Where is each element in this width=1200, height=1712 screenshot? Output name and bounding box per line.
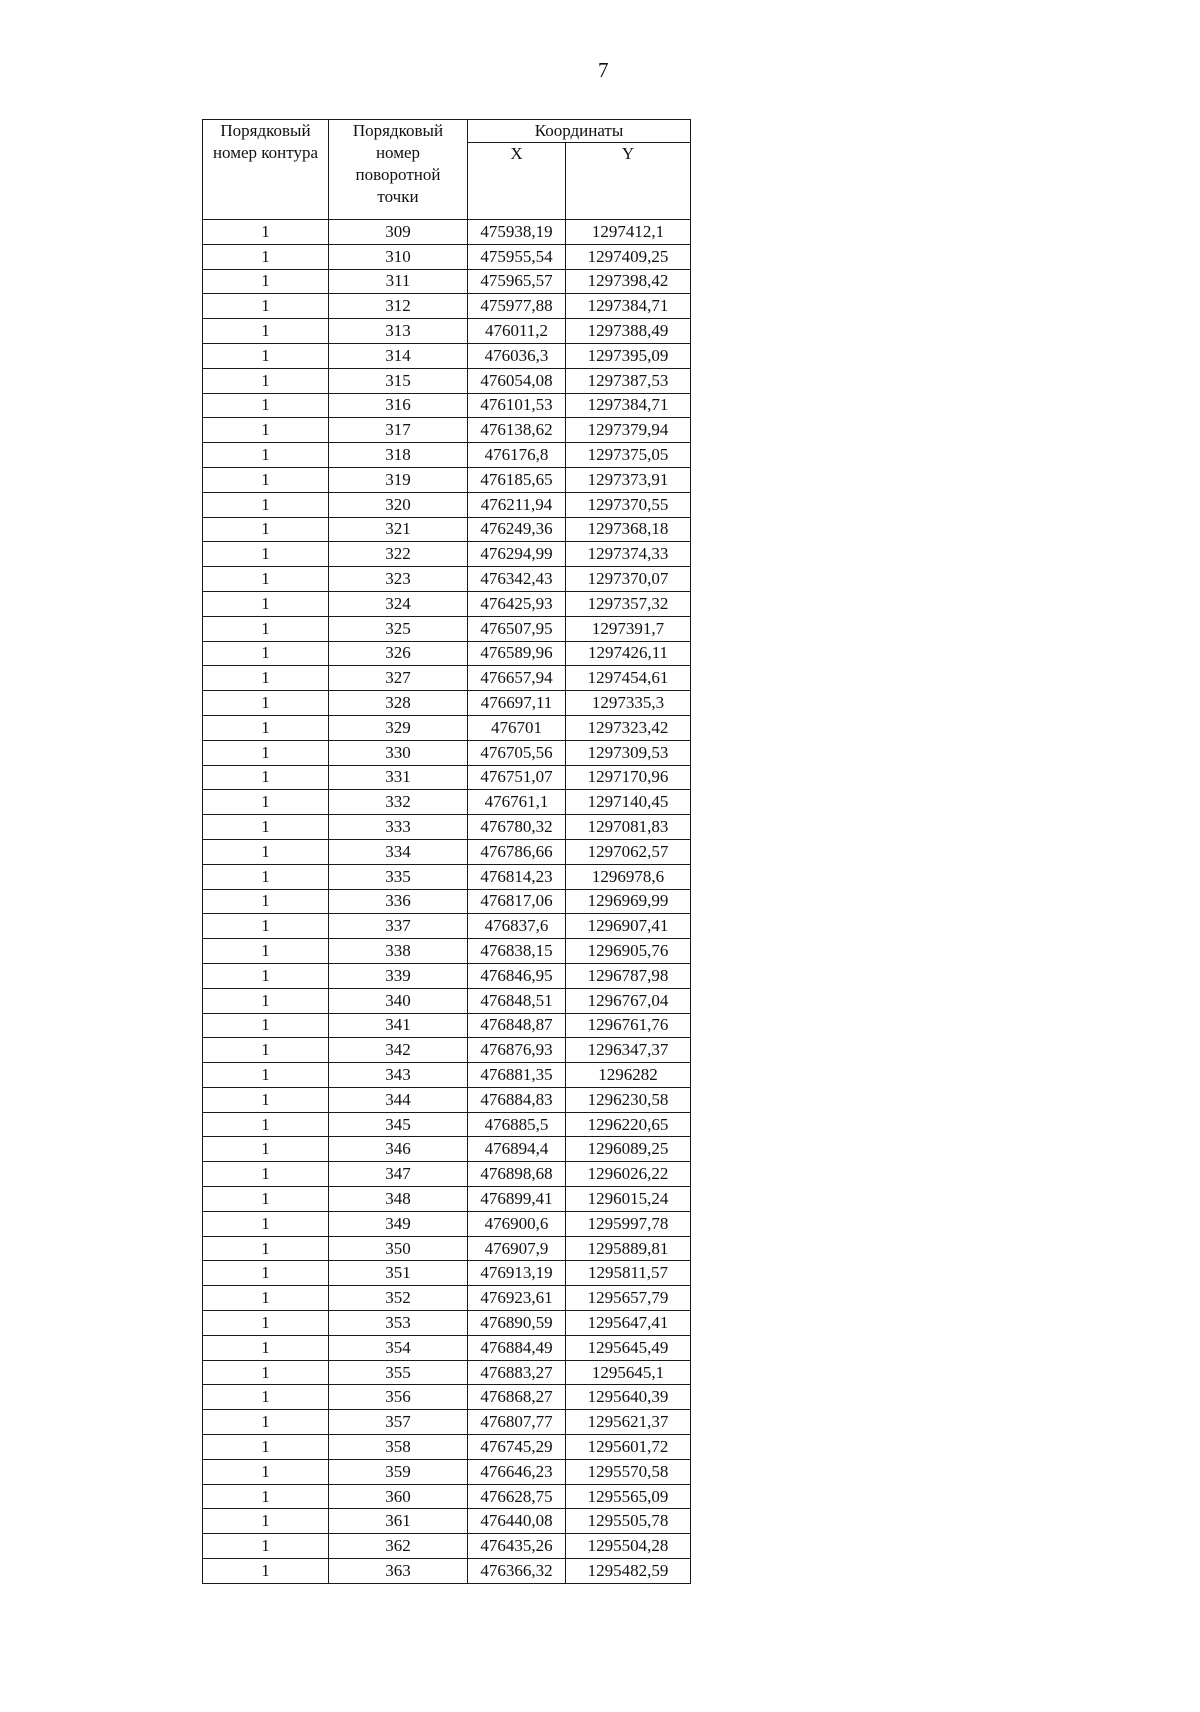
point-number-cell: 359 xyxy=(329,1459,468,1484)
point-number-cell: 340 xyxy=(329,988,468,1013)
point-number-cell: 315 xyxy=(329,368,468,393)
table-row xyxy=(203,839,691,864)
point-number-cell: 335 xyxy=(329,864,468,889)
table-row xyxy=(203,889,691,914)
contour-number-cell: 1 xyxy=(203,815,329,840)
table-row xyxy=(203,765,691,790)
y-coordinate-cell: 1296220,65 xyxy=(566,1112,691,1137)
table-row xyxy=(203,988,691,1013)
table-row xyxy=(203,220,691,245)
table-row xyxy=(203,1112,691,1137)
contour-number-cell: 1 xyxy=(203,1509,329,1534)
x-coordinate-cell: 476837,6 xyxy=(468,914,566,939)
x-coordinate-cell: 476884,83 xyxy=(468,1087,566,1112)
contour-number-cell: 1 xyxy=(203,1385,329,1410)
x-coordinate-cell: 476185,65 xyxy=(468,467,566,492)
table-row xyxy=(203,1137,691,1162)
x-coordinate-cell: 476900,6 xyxy=(468,1211,566,1236)
y-coordinate-cell: 1297384,71 xyxy=(566,294,691,319)
x-coordinate-cell: 476761,1 xyxy=(468,790,566,815)
y-coordinate-cell: 1295504,28 xyxy=(566,1534,691,1559)
table-row xyxy=(203,1335,691,1360)
point-number-cell: 345 xyxy=(329,1112,468,1137)
x-coordinate-cell: 476848,51 xyxy=(468,988,566,1013)
table-row xyxy=(203,393,691,418)
x-coordinate-cell: 476913,19 xyxy=(468,1261,566,1286)
contour-number-cell: 1 xyxy=(203,1410,329,1435)
point-number-cell: 337 xyxy=(329,914,468,939)
y-coordinate-cell: 1295565,09 xyxy=(566,1484,691,1509)
table-row xyxy=(203,963,691,988)
header-y: Y xyxy=(566,143,691,220)
y-coordinate-cell: 1296767,04 xyxy=(566,988,691,1013)
contour-number-cell: 1 xyxy=(203,1087,329,1112)
point-number-cell: 310 xyxy=(329,244,468,269)
point-number-cell: 313 xyxy=(329,319,468,344)
contour-number-cell: 1 xyxy=(203,1559,329,1584)
header-point-line1: Порядковый xyxy=(352,121,444,140)
y-coordinate-cell: 1297388,49 xyxy=(566,319,691,344)
x-coordinate-cell: 476846,95 xyxy=(468,963,566,988)
x-coordinate-cell: 476907,9 xyxy=(468,1236,566,1261)
x-coordinate-cell: 476011,2 xyxy=(468,319,566,344)
contour-number-cell: 1 xyxy=(203,1335,329,1360)
y-coordinate-cell: 1297426,11 xyxy=(566,641,691,666)
table-row xyxy=(203,1509,691,1534)
point-number-cell: 360 xyxy=(329,1484,468,1509)
header-point-line2: номер xyxy=(375,143,421,162)
x-coordinate-cell: 476884,49 xyxy=(468,1335,566,1360)
contour-number-cell: 1 xyxy=(203,988,329,1013)
table-row xyxy=(203,1013,691,1038)
point-number-cell: 311 xyxy=(329,269,468,294)
y-coordinate-cell: 1297357,32 xyxy=(566,591,691,616)
table-header xyxy=(203,120,691,220)
x-coordinate-cell: 476890,59 xyxy=(468,1311,566,1336)
point-number-cell: 326 xyxy=(329,641,468,666)
x-coordinate-cell: 476701 xyxy=(468,715,566,740)
contour-number-cell: 1 xyxy=(203,517,329,542)
contour-number-cell: 1 xyxy=(203,889,329,914)
y-coordinate-cell: 1296089,25 xyxy=(566,1137,691,1162)
contour-number-cell: 1 xyxy=(203,1063,329,1088)
table-row xyxy=(203,244,691,269)
point-number-cell: 343 xyxy=(329,1063,468,1088)
point-number-cell: 333 xyxy=(329,815,468,840)
y-coordinate-cell: 1295647,41 xyxy=(566,1311,691,1336)
y-coordinate-cell: 1297398,42 xyxy=(566,269,691,294)
contour-number-cell: 1 xyxy=(203,963,329,988)
point-number-cell: 331 xyxy=(329,765,468,790)
point-number-cell: 348 xyxy=(329,1187,468,1212)
x-coordinate-cell: 476885,5 xyxy=(468,1112,566,1137)
x-coordinate-cell: 476054,08 xyxy=(468,368,566,393)
table-row xyxy=(203,467,691,492)
contour-number-cell: 1 xyxy=(203,418,329,443)
y-coordinate-cell: 1297309,53 xyxy=(566,740,691,765)
header-contour-number xyxy=(203,120,329,220)
contour-number-cell: 1 xyxy=(203,1112,329,1137)
table-body xyxy=(203,220,691,1584)
contour-number-cell: 1 xyxy=(203,319,329,344)
x-coordinate-cell: 476294,99 xyxy=(468,542,566,567)
header-contour-line1: Порядковый xyxy=(220,121,311,140)
point-number-cell: 320 xyxy=(329,492,468,517)
x-coordinate-cell: 476894,4 xyxy=(468,1137,566,1162)
point-number-cell: 312 xyxy=(329,294,468,319)
x-coordinate-cell: 476249,36 xyxy=(468,517,566,542)
contour-number-cell: 1 xyxy=(203,691,329,716)
x-coordinate-cell: 476883,27 xyxy=(468,1360,566,1385)
contour-number-cell: 1 xyxy=(203,1435,329,1460)
contour-number-cell: 1 xyxy=(203,1038,329,1063)
table-row xyxy=(203,443,691,468)
point-number-cell: 347 xyxy=(329,1162,468,1187)
contour-number-cell: 1 xyxy=(203,1484,329,1509)
header-point-line4: точки xyxy=(377,187,419,206)
table-row xyxy=(203,939,691,964)
point-number-cell: 361 xyxy=(329,1509,468,1534)
point-number-cell: 354 xyxy=(329,1335,468,1360)
point-number-cell: 323 xyxy=(329,567,468,592)
table-row xyxy=(203,914,691,939)
y-coordinate-cell: 1297062,57 xyxy=(566,839,691,864)
y-coordinate-cell: 1297374,33 xyxy=(566,542,691,567)
point-number-cell: 338 xyxy=(329,939,468,964)
y-coordinate-cell: 1296905,76 xyxy=(566,939,691,964)
x-coordinate-cell: 476366,32 xyxy=(468,1559,566,1584)
x-coordinate-cell: 476786,66 xyxy=(468,839,566,864)
y-coordinate-cell: 1296282 xyxy=(566,1063,691,1088)
y-coordinate-cell: 1296347,37 xyxy=(566,1038,691,1063)
y-coordinate-cell: 1297335,3 xyxy=(566,691,691,716)
y-coordinate-cell: 1295645,1 xyxy=(566,1360,691,1385)
point-number-cell: 339 xyxy=(329,963,468,988)
table-row xyxy=(203,567,691,592)
x-coordinate-cell: 476817,06 xyxy=(468,889,566,914)
y-coordinate-cell: 1295657,79 xyxy=(566,1286,691,1311)
point-number-cell: 358 xyxy=(329,1435,468,1460)
table-row xyxy=(203,1187,691,1212)
y-coordinate-cell: 1295570,58 xyxy=(566,1459,691,1484)
table-row xyxy=(203,294,691,319)
x-coordinate-cell: 476780,32 xyxy=(468,815,566,840)
contour-number-cell: 1 xyxy=(203,393,329,418)
point-number-cell: 319 xyxy=(329,467,468,492)
point-number-cell: 309 xyxy=(329,220,468,245)
y-coordinate-cell: 1295645,49 xyxy=(566,1335,691,1360)
point-number-cell: 330 xyxy=(329,740,468,765)
table-row xyxy=(203,1385,691,1410)
point-number-cell: 327 xyxy=(329,666,468,691)
contour-number-cell: 1 xyxy=(203,1187,329,1212)
point-number-cell: 357 xyxy=(329,1410,468,1435)
x-coordinate-cell: 476176,8 xyxy=(468,443,566,468)
x-coordinate-cell: 476138,62 xyxy=(468,418,566,443)
table-row xyxy=(203,591,691,616)
x-coordinate-cell: 476435,26 xyxy=(468,1534,566,1559)
x-coordinate-cell: 476745,29 xyxy=(468,1435,566,1460)
contour-number-cell: 1 xyxy=(203,715,329,740)
table-row xyxy=(203,1162,691,1187)
table-row xyxy=(203,1261,691,1286)
x-coordinate-cell: 476898,68 xyxy=(468,1162,566,1187)
point-number-cell: 352 xyxy=(329,1286,468,1311)
contour-number-cell: 1 xyxy=(203,1013,329,1038)
y-coordinate-cell: 1297375,05 xyxy=(566,443,691,468)
table-row xyxy=(203,1435,691,1460)
header-coordinates: Координаты xyxy=(468,120,691,143)
x-coordinate-cell: 475977,88 xyxy=(468,294,566,319)
coordinates-table xyxy=(202,119,691,1584)
table-row xyxy=(203,616,691,641)
x-coordinate-cell: 476036,3 xyxy=(468,343,566,368)
y-coordinate-cell: 1296978,6 xyxy=(566,864,691,889)
table-row xyxy=(203,319,691,344)
contour-number-cell: 1 xyxy=(203,1236,329,1261)
contour-number-cell: 1 xyxy=(203,1211,329,1236)
y-coordinate-cell: 1297170,96 xyxy=(566,765,691,790)
contour-number-cell: 1 xyxy=(203,368,329,393)
y-coordinate-cell: 1296907,41 xyxy=(566,914,691,939)
point-number-cell: 334 xyxy=(329,839,468,864)
y-coordinate-cell: 1297373,91 xyxy=(566,467,691,492)
x-coordinate-cell: 476211,94 xyxy=(468,492,566,517)
x-coordinate-cell: 476628,75 xyxy=(468,1484,566,1509)
table-row xyxy=(203,1311,691,1336)
point-number-cell: 325 xyxy=(329,616,468,641)
table-row xyxy=(203,1063,691,1088)
contour-number-cell: 1 xyxy=(203,1162,329,1187)
y-coordinate-cell: 1296761,76 xyxy=(566,1013,691,1038)
contour-number-cell: 1 xyxy=(203,1459,329,1484)
y-coordinate-cell: 1295621,37 xyxy=(566,1410,691,1435)
contour-number-cell: 1 xyxy=(203,567,329,592)
table-row xyxy=(203,715,691,740)
contour-number-cell: 1 xyxy=(203,542,329,567)
x-coordinate-cell: 476342,43 xyxy=(468,567,566,592)
y-coordinate-cell: 1297140,45 xyxy=(566,790,691,815)
x-coordinate-cell: 475938,19 xyxy=(468,220,566,245)
point-number-cell: 329 xyxy=(329,715,468,740)
contour-number-cell: 1 xyxy=(203,939,329,964)
contour-number-cell: 1 xyxy=(203,1311,329,1336)
point-number-cell: 324 xyxy=(329,591,468,616)
contour-number-cell: 1 xyxy=(203,244,329,269)
y-coordinate-cell: 1295482,59 xyxy=(566,1559,691,1584)
table-row xyxy=(203,368,691,393)
contour-number-cell: 1 xyxy=(203,492,329,517)
y-coordinate-cell: 1297370,55 xyxy=(566,492,691,517)
y-coordinate-cell: 1295505,78 xyxy=(566,1509,691,1534)
page-number: 7 xyxy=(598,58,609,82)
y-coordinate-cell: 1296787,98 xyxy=(566,963,691,988)
point-number-cell: 355 xyxy=(329,1360,468,1385)
contour-number-cell: 1 xyxy=(203,591,329,616)
x-coordinate-cell: 476876,93 xyxy=(468,1038,566,1063)
header-x: X xyxy=(468,143,566,220)
contour-number-cell: 1 xyxy=(203,1360,329,1385)
y-coordinate-cell: 1296969,99 xyxy=(566,889,691,914)
table-row xyxy=(203,691,691,716)
contour-number-cell: 1 xyxy=(203,914,329,939)
table-row xyxy=(203,1236,691,1261)
point-number-cell: 321 xyxy=(329,517,468,542)
y-coordinate-cell: 1295640,39 xyxy=(566,1385,691,1410)
point-number-cell: 346 xyxy=(329,1137,468,1162)
table-row xyxy=(203,1459,691,1484)
table-row xyxy=(203,418,691,443)
table-row xyxy=(203,1087,691,1112)
x-coordinate-cell: 476697,11 xyxy=(468,691,566,716)
y-coordinate-cell: 1297454,61 xyxy=(566,666,691,691)
point-number-cell: 350 xyxy=(329,1236,468,1261)
x-coordinate-cell: 476507,95 xyxy=(468,616,566,641)
x-coordinate-cell: 476899,41 xyxy=(468,1187,566,1212)
table-row xyxy=(203,815,691,840)
contour-number-cell: 1 xyxy=(203,220,329,245)
table-row xyxy=(203,492,691,517)
table-row xyxy=(203,343,691,368)
table-row xyxy=(203,1360,691,1385)
contour-number-cell: 1 xyxy=(203,641,329,666)
table-row xyxy=(203,666,691,691)
point-number-cell: 314 xyxy=(329,343,468,368)
table-row xyxy=(203,1484,691,1509)
x-coordinate-cell: 476425,93 xyxy=(468,591,566,616)
y-coordinate-cell: 1297387,53 xyxy=(566,368,691,393)
point-number-cell: 322 xyxy=(329,542,468,567)
contour-number-cell: 1 xyxy=(203,790,329,815)
contour-number-cell: 1 xyxy=(203,294,329,319)
x-coordinate-cell: 476881,35 xyxy=(468,1063,566,1088)
contour-number-cell: 1 xyxy=(203,467,329,492)
contour-number-cell: 1 xyxy=(203,666,329,691)
y-coordinate-cell: 1297368,18 xyxy=(566,517,691,542)
y-coordinate-cell: 1297409,25 xyxy=(566,244,691,269)
x-coordinate-cell: 476923,61 xyxy=(468,1286,566,1311)
x-coordinate-cell: 476868,27 xyxy=(468,1385,566,1410)
table-row xyxy=(203,1534,691,1559)
header-contour-line2: номер контура xyxy=(212,143,319,162)
point-number-cell: 351 xyxy=(329,1261,468,1286)
contour-number-cell: 1 xyxy=(203,443,329,468)
x-coordinate-cell: 476751,07 xyxy=(468,765,566,790)
table-row xyxy=(203,1038,691,1063)
y-coordinate-cell: 1295601,72 xyxy=(566,1435,691,1460)
y-coordinate-cell: 1296015,24 xyxy=(566,1187,691,1212)
y-coordinate-cell: 1297379,94 xyxy=(566,418,691,443)
x-coordinate-cell: 476646,23 xyxy=(468,1459,566,1484)
table-row xyxy=(203,790,691,815)
table-row xyxy=(203,1211,691,1236)
y-coordinate-cell: 1297412,1 xyxy=(566,220,691,245)
x-coordinate-cell: 475955,54 xyxy=(468,244,566,269)
contour-number-cell: 1 xyxy=(203,1261,329,1286)
x-coordinate-cell: 476589,96 xyxy=(468,641,566,666)
point-number-cell: 353 xyxy=(329,1311,468,1336)
x-coordinate-cell: 475965,57 xyxy=(468,269,566,294)
table-row xyxy=(203,269,691,294)
point-number-cell: 336 xyxy=(329,889,468,914)
x-coordinate-cell: 476814,23 xyxy=(468,864,566,889)
y-coordinate-cell: 1297323,42 xyxy=(566,715,691,740)
header-point-line3: поворотной xyxy=(355,165,441,184)
point-number-cell: 356 xyxy=(329,1385,468,1410)
header-point-number xyxy=(329,120,468,220)
point-number-cell: 342 xyxy=(329,1038,468,1063)
y-coordinate-cell: 1297395,09 xyxy=(566,343,691,368)
point-number-cell: 317 xyxy=(329,418,468,443)
table-row xyxy=(203,740,691,765)
contour-number-cell: 1 xyxy=(203,740,329,765)
contour-number-cell: 1 xyxy=(203,839,329,864)
point-number-cell: 316 xyxy=(329,393,468,418)
y-coordinate-cell: 1295997,78 xyxy=(566,1211,691,1236)
table-row xyxy=(203,641,691,666)
y-coordinate-cell: 1296026,22 xyxy=(566,1162,691,1187)
y-coordinate-cell: 1297391,7 xyxy=(566,616,691,641)
contour-number-cell: 1 xyxy=(203,343,329,368)
point-number-cell: 318 xyxy=(329,443,468,468)
contour-number-cell: 1 xyxy=(203,1137,329,1162)
x-coordinate-cell: 476440,08 xyxy=(468,1509,566,1534)
table-row xyxy=(203,1410,691,1435)
point-number-cell: 349 xyxy=(329,1211,468,1236)
y-coordinate-cell: 1295889,81 xyxy=(566,1236,691,1261)
x-coordinate-cell: 476807,77 xyxy=(468,1410,566,1435)
point-number-cell: 332 xyxy=(329,790,468,815)
table-row xyxy=(203,1286,691,1311)
point-number-cell: 363 xyxy=(329,1559,468,1584)
table-row xyxy=(203,1559,691,1584)
contour-number-cell: 1 xyxy=(203,864,329,889)
point-number-cell: 341 xyxy=(329,1013,468,1038)
point-number-cell: 362 xyxy=(329,1534,468,1559)
contour-number-cell: 1 xyxy=(203,616,329,641)
y-coordinate-cell: 1297081,83 xyxy=(566,815,691,840)
contour-number-cell: 1 xyxy=(203,1534,329,1559)
x-coordinate-cell: 476705,56 xyxy=(468,740,566,765)
point-number-cell: 344 xyxy=(329,1087,468,1112)
y-coordinate-cell: 1297384,71 xyxy=(566,393,691,418)
x-coordinate-cell: 476838,15 xyxy=(468,939,566,964)
contour-number-cell: 1 xyxy=(203,269,329,294)
y-coordinate-cell: 1296230,58 xyxy=(566,1087,691,1112)
x-coordinate-cell: 476848,87 xyxy=(468,1013,566,1038)
point-number-cell: 328 xyxy=(329,691,468,716)
x-coordinate-cell: 476657,94 xyxy=(468,666,566,691)
contour-number-cell: 1 xyxy=(203,1286,329,1311)
y-coordinate-cell: 1295811,57 xyxy=(566,1261,691,1286)
table-row xyxy=(203,517,691,542)
y-coordinate-cell: 1297370,07 xyxy=(566,567,691,592)
contour-number-cell: 1 xyxy=(203,765,329,790)
table-row xyxy=(203,864,691,889)
x-coordinate-cell: 476101,53 xyxy=(468,393,566,418)
table-row xyxy=(203,542,691,567)
